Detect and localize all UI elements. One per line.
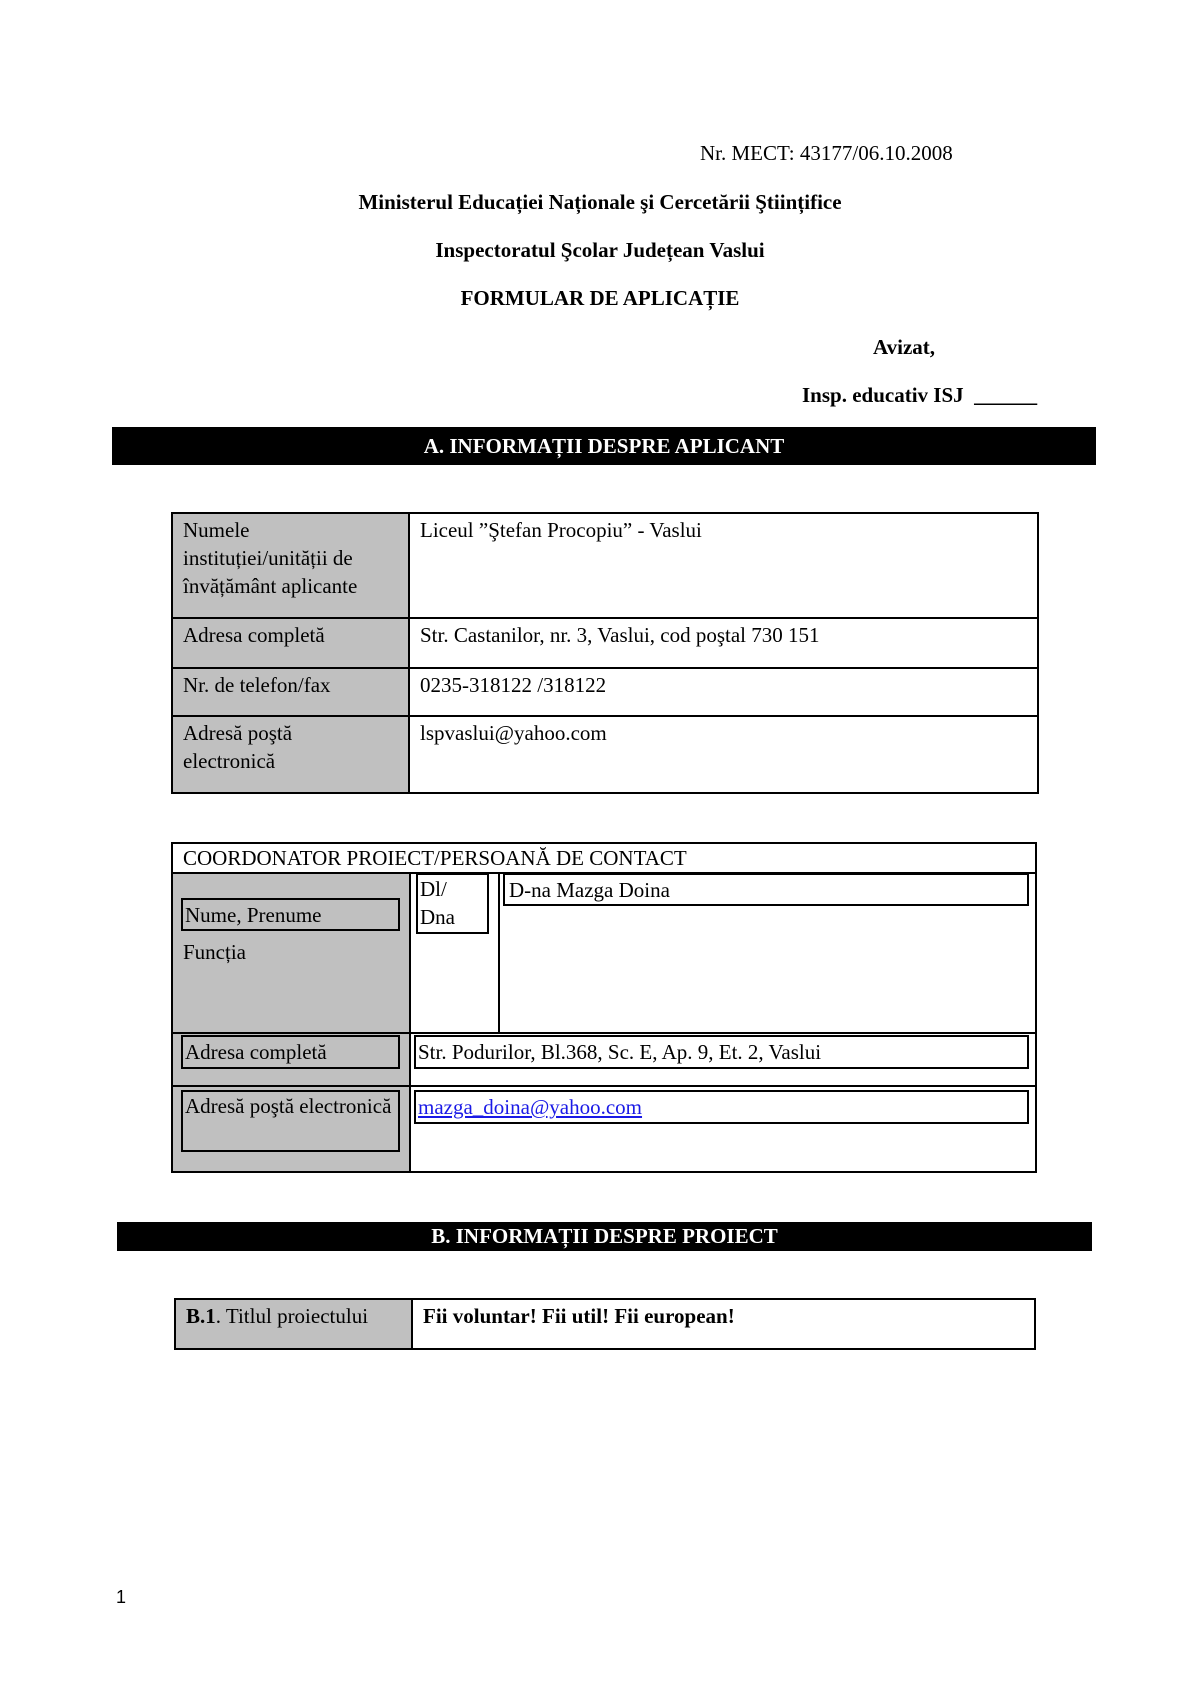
table-row xyxy=(172,668,1038,716)
table-row xyxy=(172,716,1038,793)
email-value: lspvaslui@yahoo.com xyxy=(409,716,1038,793)
project-title-value: Fii voluntar! Fii util! Fii european! xyxy=(412,1299,1035,1349)
coordinator-name-field: D-na Mazga Doina xyxy=(503,873,1029,906)
ministry-name: Ministerul Educației Naționale şi Cercetării Ştiințifice xyxy=(358,190,842,214)
project-title-label xyxy=(175,1299,412,1349)
project-info-table xyxy=(174,1298,1036,1350)
coordinator-email-link[interactable]: mazga_doina@yahoo.com xyxy=(418,1095,643,1119)
table-row xyxy=(172,618,1038,668)
coordinator-address-field: Str. Podurilor, Bl.368, Sc. E, Ap. 9, Et. 2, Vaslui xyxy=(414,1035,1029,1069)
institution-name-value: Liceul ”Ştefan Procopiu” - Vaslui xyxy=(409,513,1038,618)
function-label: Funcția xyxy=(183,940,246,964)
table-row xyxy=(172,513,1038,618)
institution-name-label: Numele instituției/unității de învățământ aplicante xyxy=(172,513,409,618)
coordinator-email-field xyxy=(414,1090,1029,1124)
coordinator-address-label: Adresa completă xyxy=(181,1035,400,1069)
table-row xyxy=(175,1299,1035,1349)
address-value: Str. Castanilor, nr. 3, Vaslui, cod poştal 730 151 xyxy=(409,618,1038,668)
inspector-signature-line: Insp. educativ ISJ ______ xyxy=(802,383,1038,407)
address-label: Adresa completă xyxy=(172,618,409,668)
form-title: FORMULAR DE APLICAȚIE xyxy=(460,286,740,310)
avizat-label: Avizat, xyxy=(873,335,936,359)
email-label: Adresă poştă electronică xyxy=(172,716,409,793)
phone-fax-value: 0235-318122 /318122 xyxy=(409,668,1038,716)
phone-fax-label: Nr. de telefon/fax xyxy=(172,668,409,716)
section-b-header: B. INFORMAȚII DESPRE PROIECT xyxy=(117,1222,1092,1251)
coordinator-email-label: Adresă poştă electronică xyxy=(181,1090,400,1152)
registration-number: Nr. MECT: 43177/06.10.2008 xyxy=(700,141,953,165)
section-a-header: A. INFORMAȚII DESPRE APLICANT xyxy=(112,427,1096,465)
applicant-info-table xyxy=(171,512,1039,794)
page-number: 1 xyxy=(116,1587,127,1607)
inspectorate-name: Inspectoratul Şcolar Județean Vaslui xyxy=(435,238,765,262)
coordinator-title: COORDONATOR PROIECT/PERSOANĂ DE CONTACT xyxy=(183,846,687,870)
name-label: Nume, Prenume xyxy=(181,898,400,931)
salutation-field: Dl/ Dna xyxy=(416,873,489,934)
project-title-label-text: . Titlul proiectului xyxy=(215,1304,369,1328)
project-title-label-number: B.1 xyxy=(186,1304,216,1328)
